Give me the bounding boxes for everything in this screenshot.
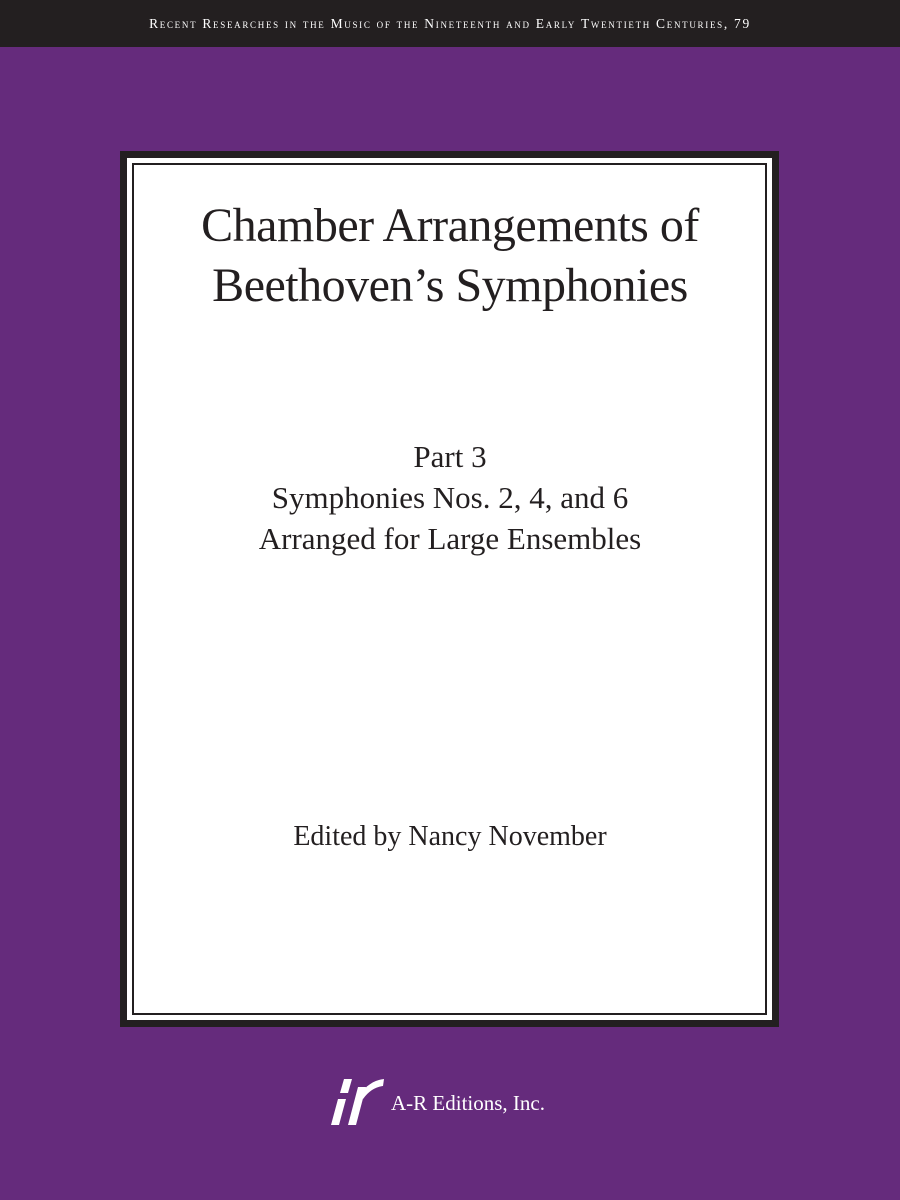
series-banner	[0, 0, 900, 47]
series-title: Recent Researches in the Music of the Nineteenth and Early Twentieth Centuries, 79	[149, 16, 751, 31]
part-label: Part 3	[413, 439, 487, 474]
book-subtitle	[0, 436, 900, 559]
book-title	[0, 196, 900, 316]
logo-stroke-a	[331, 1099, 346, 1125]
publisher-logo-icon	[329, 1075, 385, 1127]
publisher-name: A-R Editions, Inc.	[391, 1091, 545, 1115]
book-title-line-1: Chamber Arrangements of	[201, 199, 699, 252]
logo-stroke-a-top	[340, 1079, 352, 1093]
subtitle-line-2: Symphonies Nos. 2, 4, and 6	[271, 480, 629, 515]
editor-credit: Edited by Nancy November	[293, 821, 607, 852]
book-title-line-2: Beethoven’s Symphonies	[212, 259, 688, 312]
subtitle-line-3: Arranged for Large Ensembles	[258, 521, 642, 556]
